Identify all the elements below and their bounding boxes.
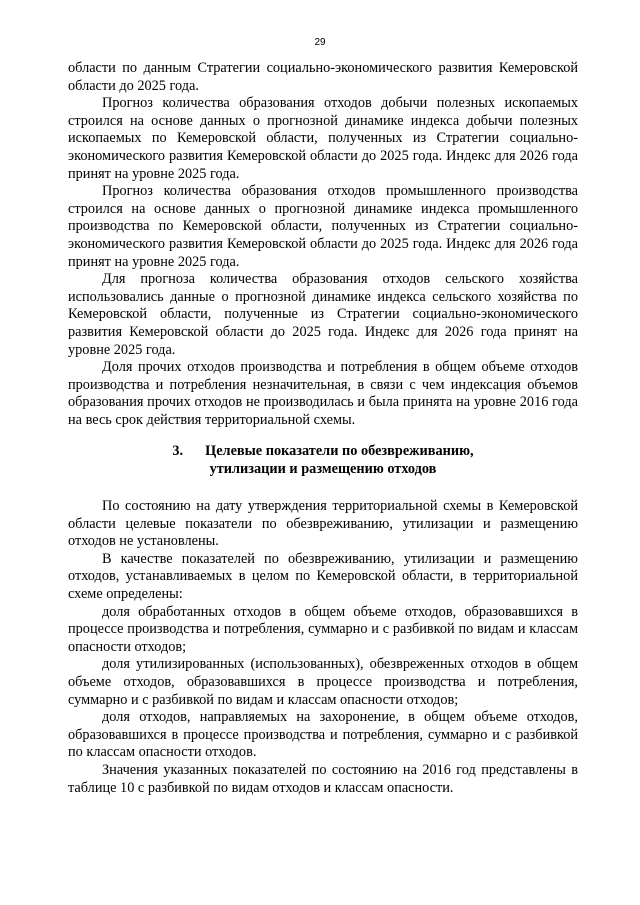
body-text-bottom xyxy=(68,498,578,797)
paragraph-other-waste-indexation: Доля прочих отходов производства и потребления в общем объеме отходов производства и потребления незначительная, в связи с чем индексация объемов образования прочих отходов не производилась и была принята на уровне 2016 года на весь срок действия территориальной схемы. xyxy=(68,359,578,428)
list-item-processed-share: доля обработанных отходов в общем объеме отходов, образовавшихся в процессе производства и потребления, суммарно и с разбивкой по видам и классам опасности отходов; xyxy=(68,603,578,655)
paragraph-industrial-waste-forecast: Прогноз количества образования отходов промышленного производства строился на основе данных о прогнозной динамике индекса промышленного производства по Кемеровской области, полученных из Стратегии социально-экономического развития Кемеровской области до 2025 года. Индекс для 2026 года принят на уровне 2025 года. xyxy=(68,183,578,270)
section-heading xyxy=(68,443,578,478)
section-number: 3. xyxy=(172,443,184,459)
list-item-landfill-share: доля отходов, направляемых на захоронение, в общем объеме отходов, образовавшихся в процессе производства и потребления, суммарно и с разбивкой по классам опасности отходов. xyxy=(68,709,578,761)
list-item-utilized-share: доля утилизированных (использованных), обезвреженных отходов в общем объеме отходов, образовавшихся в процессе производства и потребления, суммарно и с разбивкой по видам и классам опасности отходов; xyxy=(68,656,578,708)
page-number: 29 xyxy=(314,37,326,48)
paragraph-continuation: области по данным Стратегии социально-экономического развития Кемеровской области до 2025 года. xyxy=(68,60,578,94)
paragraph-agricultural-waste-forecast: Для прогноза количества образования отходов сельского хозяйства использовались данные о прогнозной динамике индекса сельского хозяйства по Кемеровской области, полученные из Стратегии социально-экономического развития Кемеровской области до 2025 года. Индекс для 2026 года принят на уровне 2025 года. xyxy=(68,271,578,358)
paragraph-mining-waste-forecast: Прогноз количества образования отходов добычи полезных ископаемых строился на основе данных о прогнозной динамике индекса добычи полезных ископаемых по Кемеровской области, полученных из Стратегии социально-экономического развития Кемеровской области до 2025 года. Индекс для 2026 года принят на уровне 2025 года. xyxy=(68,95,578,182)
paragraph-indicators-intro: В качестве показателей по обезвреживанию, утилизации и размещению отходов, устанавливаемых в целом по Кемеровской области, в территориальной схеме определены: xyxy=(68,550,578,602)
section-title-part-2: утилизации и размещению отходов xyxy=(209,460,437,477)
body-text-top xyxy=(68,60,578,429)
section-title-part-1: Целевые показатели по обезвреживанию, xyxy=(205,443,474,459)
paragraph-targets-not-set: По состоянию на дату утверждения территориальной схемы в Кемеровской области целевые показатели по обезвреживанию, утилизации и размещению отходов не установлены. xyxy=(68,498,578,550)
section-heading-line-1 xyxy=(68,443,578,461)
paragraph-table-reference: Значения указанных показателей по состоянию на 2016 год представлены в таблице 10 с разбивкой по видам отходов и классам опасности. xyxy=(68,761,578,796)
